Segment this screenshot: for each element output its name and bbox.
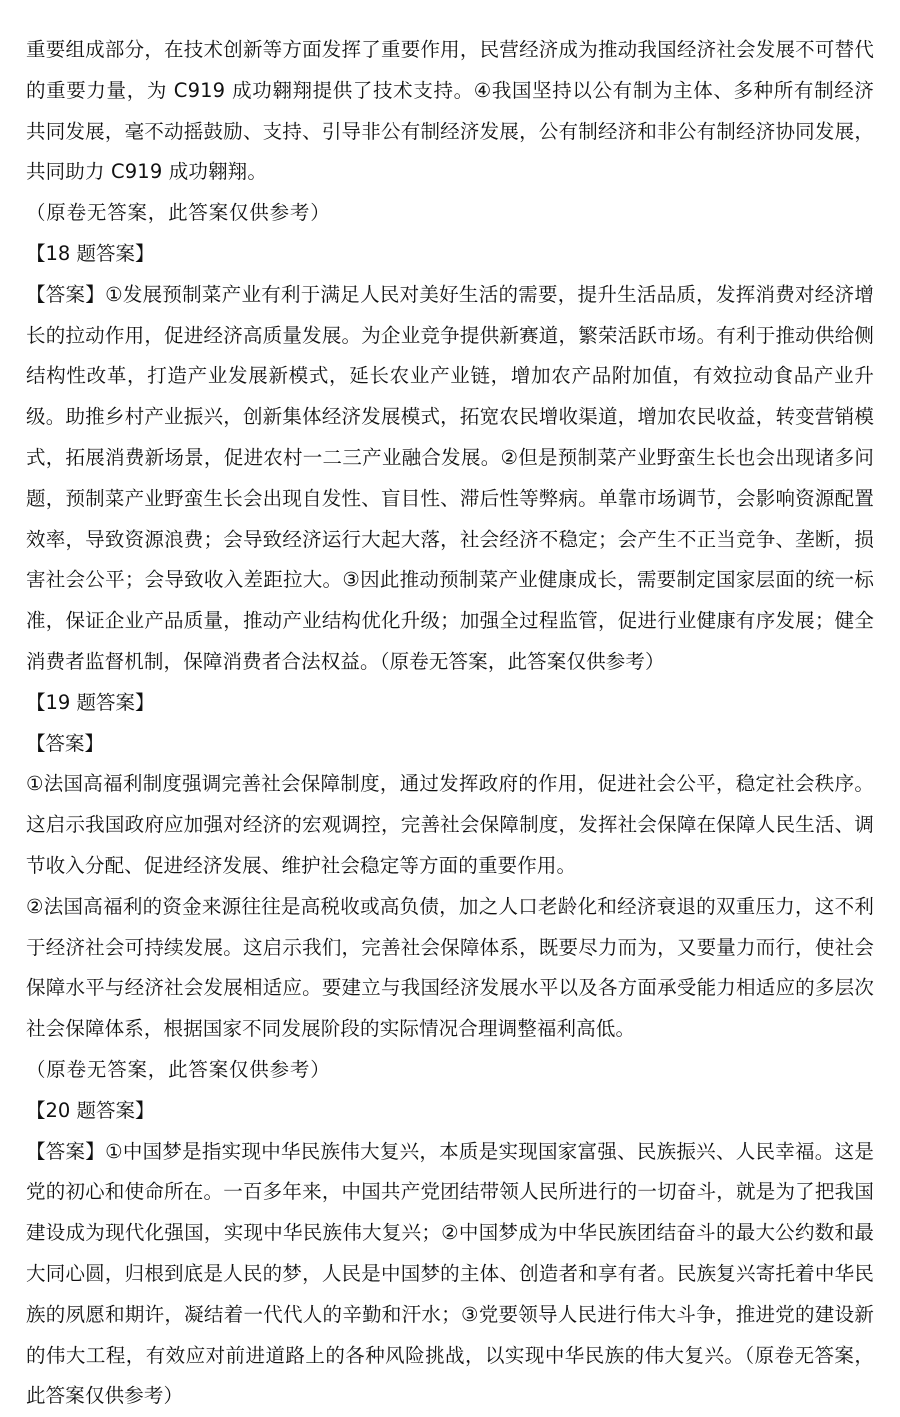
answer-20-body: 【答案】①中国梦是指实现中华民族伟大复兴，本质是实现国家富强、民族振兴、人民幸福。这是党的初心和使命所在。一百多年来，中国共产党团结带领人民所进行的一切奋斗，就是为了把我国建设成为现代化强国，实现中华民族伟大复兴；②中国梦成为中华民族团结奋斗的最大公约数和最大同心圆，归根到底是人民的梦，人民是中国梦的主体、创造者和享有者。民族复兴寄托着中华民族的夙愿和期许，凝结着一代代人的辛勤和汗水；③党要领导人民进行伟大斗争，推进党的建设新的伟大工程，有效应对前进道路上的各种风险挑战，以实现中华民族的伟大复兴。（原卷无答案，此答案仅供参考） [26,1139,874,1408]
answer-19-label: 【答案】 [26,731,105,755]
answer-19-heading: 【19 题答案】 [26,690,155,714]
answer-19-point-2: ②法国高福利的资金来源往往是高税收或高负债，加之人口老龄化和经济衰退的双重压力，这不利于经济社会可持续发展。这启示我们，完善社会保障体系，既要尽力而为，又要量力而行，使社会保障水平与经济社会发展相适应。要建立与我国经济发展水平以及各方面承受能力相适应的多层次社会保障体系，根据国家不同发展阶段的实际情况合理调整福利高低。 [26,894,874,1041]
answer-18-heading: 【18 题答案】 [26,241,155,265]
answer-19-point-1: ①法国高福利制度强调完善社会保障制度，通过发挥政府的作用，促进社会公平，稳定社会秩序。这启示我国政府应加强对经济的宏观调控，完善社会保障制度，发挥社会保障在保障人民生活、调节收入分配、促进经济发展、维护社会稳定等方面的重要作用。 [26,772,874,877]
answer-17-continuation: 重要组成部分，在技术创新等方面发挥了重要作用，民营经济成为推动我国经济社会发展不可替代的重要力量，为 C919 成功翱翔提供了技术支持。④我国坚持以公有制为主体、多种所有制经济共同发展，毫不动摇鼓励、支持、引导非公有制经济发展，公有制经济和非公有制经济协同发展，共同助力 C919 成功翱翔。 [26,38,874,184]
answer-19-note: （原卷无答案，此答案仅供参考） [26,1057,331,1081]
answer-17-note: （原卷无答案，此答案仅供参考） [26,201,331,225]
answer-18-body: 【答案】①发展预制菜产业有利于满足人民对美好生活的需要，提升生活品质，发挥消费对经济增长的拉动作用，促进经济高质量发展。为企业竞争提供新赛道，繁荣活跃市场。有利于推动供给侧结构性改革，打造产业发展新模式，延长农业产业链，增加农产品附加值，有效拉动食品产业升级。助推乡村产业振兴，创新集体经济发展模式，拓宽农民增收渠道，增加农民收益，转变营销模式，拓展消费新场景，促进农村一二三产业融合发展。②但是预制菜产业野蛮生长也会出现诸多问题，预制菜产业野蛮生长会出现自发性、盲目性、滞后性等弊病。单靠市场调节，会影响资源配置效率，导致资源浪费；会导致经济运行大起大落，社会经济不稳定；会产生不正当竞争、垄断，损害社会公平；会导致收入差距拉大。③因此推动预制菜产业健康成长，需要制定国家层面的统一标准，保证企业产品质量，推动产业结构优化升级；加强全过程监管，促进行业健康有序发展；健全消费者监督机制，保障消费者合法权益。（原卷无答案，此答案仅供参考） [26,282,874,673]
answer-20-heading: 【20 题答案】 [26,1098,155,1122]
